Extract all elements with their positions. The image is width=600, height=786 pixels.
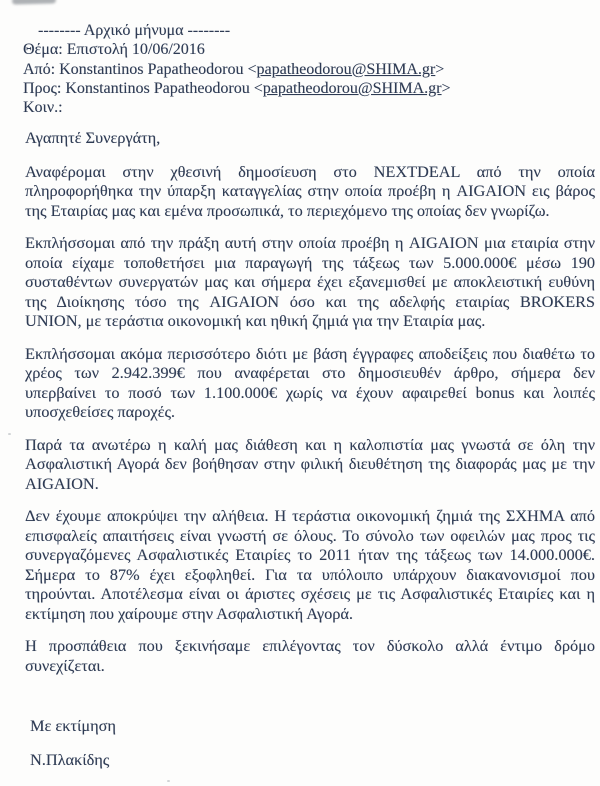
paragraph-5 bbox=[25, 506, 595, 623]
paragraph-6 bbox=[25, 636, 595, 675]
from-label: Από: bbox=[23, 60, 56, 78]
paragraph-4 bbox=[25, 435, 595, 494]
to-name: Konstantinos Papatheodorou bbox=[65, 79, 250, 97]
paragraph-line: της Διοίκησης τόσο της AIGAION όσο και της αδελφής εταιρίας BROKERS bbox=[25, 291, 595, 311]
subject-value: Επιστολή 10/06/2016 bbox=[66, 41, 205, 59]
paragraph-line: εκτίμηση που χαίρουμε στην Ασφαλιστική Αγορά. bbox=[25, 603, 353, 623]
to-label: Προς: bbox=[23, 79, 62, 97]
paragraph-2 bbox=[25, 233, 595, 331]
scan-speck-artifact bbox=[167, 780, 170, 782]
signature: Ν.Πλακίδης bbox=[30, 749, 110, 769]
from-name: Konstantinos Papatheodorou bbox=[59, 60, 244, 78]
paragraph-line: Εκπλήσσομαι από την πράξη αυτή στην οποία προέβη η AIGAION μια εταιρία στην bbox=[25, 233, 595, 252]
to-line bbox=[23, 79, 588, 98]
from-email-link[interactable]: papatheodorou@SHIMA.gr bbox=[256, 60, 436, 78]
from-line bbox=[23, 60, 588, 79]
salutation: Αγαπητέ Συνεργάτη, bbox=[25, 128, 161, 147]
angle-close: > bbox=[435, 60, 445, 78]
paragraph-line: οποία είχαμε τοποθετήσει μια παραγωγή της τάξεως των 5.000.000€ μέσω 190 bbox=[25, 252, 595, 272]
paragraph-line: UNION, με τεράστια οικονομική και ηθική ζημιά για την Εταιρία μας. bbox=[25, 311, 486, 330]
cc-label: Κοιν.: bbox=[23, 99, 63, 117]
closing: Με εκτίμηση bbox=[30, 716, 116, 735]
paragraph-line: επισφαλείς απαιτήσεις είναι γνωστή σε όλους. Το σύνολο των οφειλών μας προς τις bbox=[25, 525, 595, 545]
subject-label: Θέμα: bbox=[23, 41, 63, 59]
paragraph-line: συνεχίζεται. bbox=[25, 655, 105, 675]
cc-line bbox=[23, 98, 588, 117]
paragraph-line: πληροφορήθηκα την ύπαρξη καταγγελίας στην οποία προέβη η AIGAION εις βάρος bbox=[25, 181, 595, 200]
paragraph-line: Παρά τα ανωτέρω η καλή μας διάθεση και η καλοπιστία μας γνωστά σε όλη την bbox=[25, 434, 595, 454]
angle-open: < bbox=[247, 60, 257, 78]
paragraph-line: υποσχεθείσες παροχές. bbox=[25, 402, 176, 421]
paragraph-line: AIGAION. bbox=[25, 473, 99, 493]
angle-close: > bbox=[441, 79, 451, 97]
angle-open: < bbox=[253, 79, 263, 97]
paragraph-line: Εκπλήσσομαι ακόμα περισσότερο διότι με βάση έγγραφες αποδείξεις που διαθέτω το bbox=[25, 343, 595, 363]
letter-body bbox=[25, 128, 595, 769]
paragraph-3 bbox=[25, 344, 595, 422]
paragraph-line: τηρούνται. Αποτέλεσμα είναι οι άριστες σχέσεις με τις Ασφαλιστικές Εταιρίες και η bbox=[25, 584, 595, 603]
to-email-link[interactable]: papatheodorou@SHIMA.gr bbox=[262, 79, 442, 97]
scan-speck-artifact bbox=[8, 433, 11, 435]
original-message-separator: -------- Αρχικό μήνυμα -------- bbox=[38, 22, 231, 39]
paragraph-line: χρέος των 2.942.399€ που αναφέρεται στο δημοσιευθέν άρθρο, σήμερα δεν bbox=[25, 363, 595, 382]
paragraph-line: συσταθέντων συνεργατών μας και σήμερα έχει εξανεμισθεί με αποκλειστική ευθύνη bbox=[25, 272, 595, 291]
paragraph-line: Η προσπάθεια που ξεκινήσαμε επιλέγοντας τον δύσκολο αλλά έντιμο δρόμο bbox=[25, 636, 595, 655]
paragraph-line: της Εταιρίας μας και εμένα προσωπικά, το περιεχόμενο της οποίας δεν γνωρίζω. bbox=[25, 200, 550, 220]
paragraph-1 bbox=[25, 162, 595, 221]
paragraph-line: Αναφέρομαι στην χθεσινή δημοσίευση στο NEXTDEAL από την οποία bbox=[25, 161, 595, 181]
paragraph-line: Σήμερα το 87% έχει εξοφληθεί. Για τα υπόλοιπο υπάρχουν διακανονισμοί που bbox=[25, 564, 595, 584]
email-header bbox=[23, 21, 588, 117]
paragraph-line: Δεν έχουμε αποκρύψει την αλήθεια. Η τεράστια οικονομική ζημιά της ΣΧΗΜΑ από bbox=[25, 506, 595, 525]
paragraph-line: υπερβαίνει το ποσό των 1.100.000€ χωρίς να έχουν αφαιρεθεί bonus και λοιπές bbox=[25, 382, 595, 402]
paragraph-line: Ασφαλιστική Αγορά δεν βοήθησαν στην φιλική διευθέτηση της διαφοράς μας με την bbox=[25, 454, 595, 473]
subject-line bbox=[23, 40, 588, 59]
paragraph-line: συνεργαζόμενες Ασφαλιστικές Εταιρίες το 2011 ήταν της τάξεως των 14.000.000€. bbox=[25, 545, 595, 564]
scan-smudge-artifact bbox=[12, 0, 56, 5]
